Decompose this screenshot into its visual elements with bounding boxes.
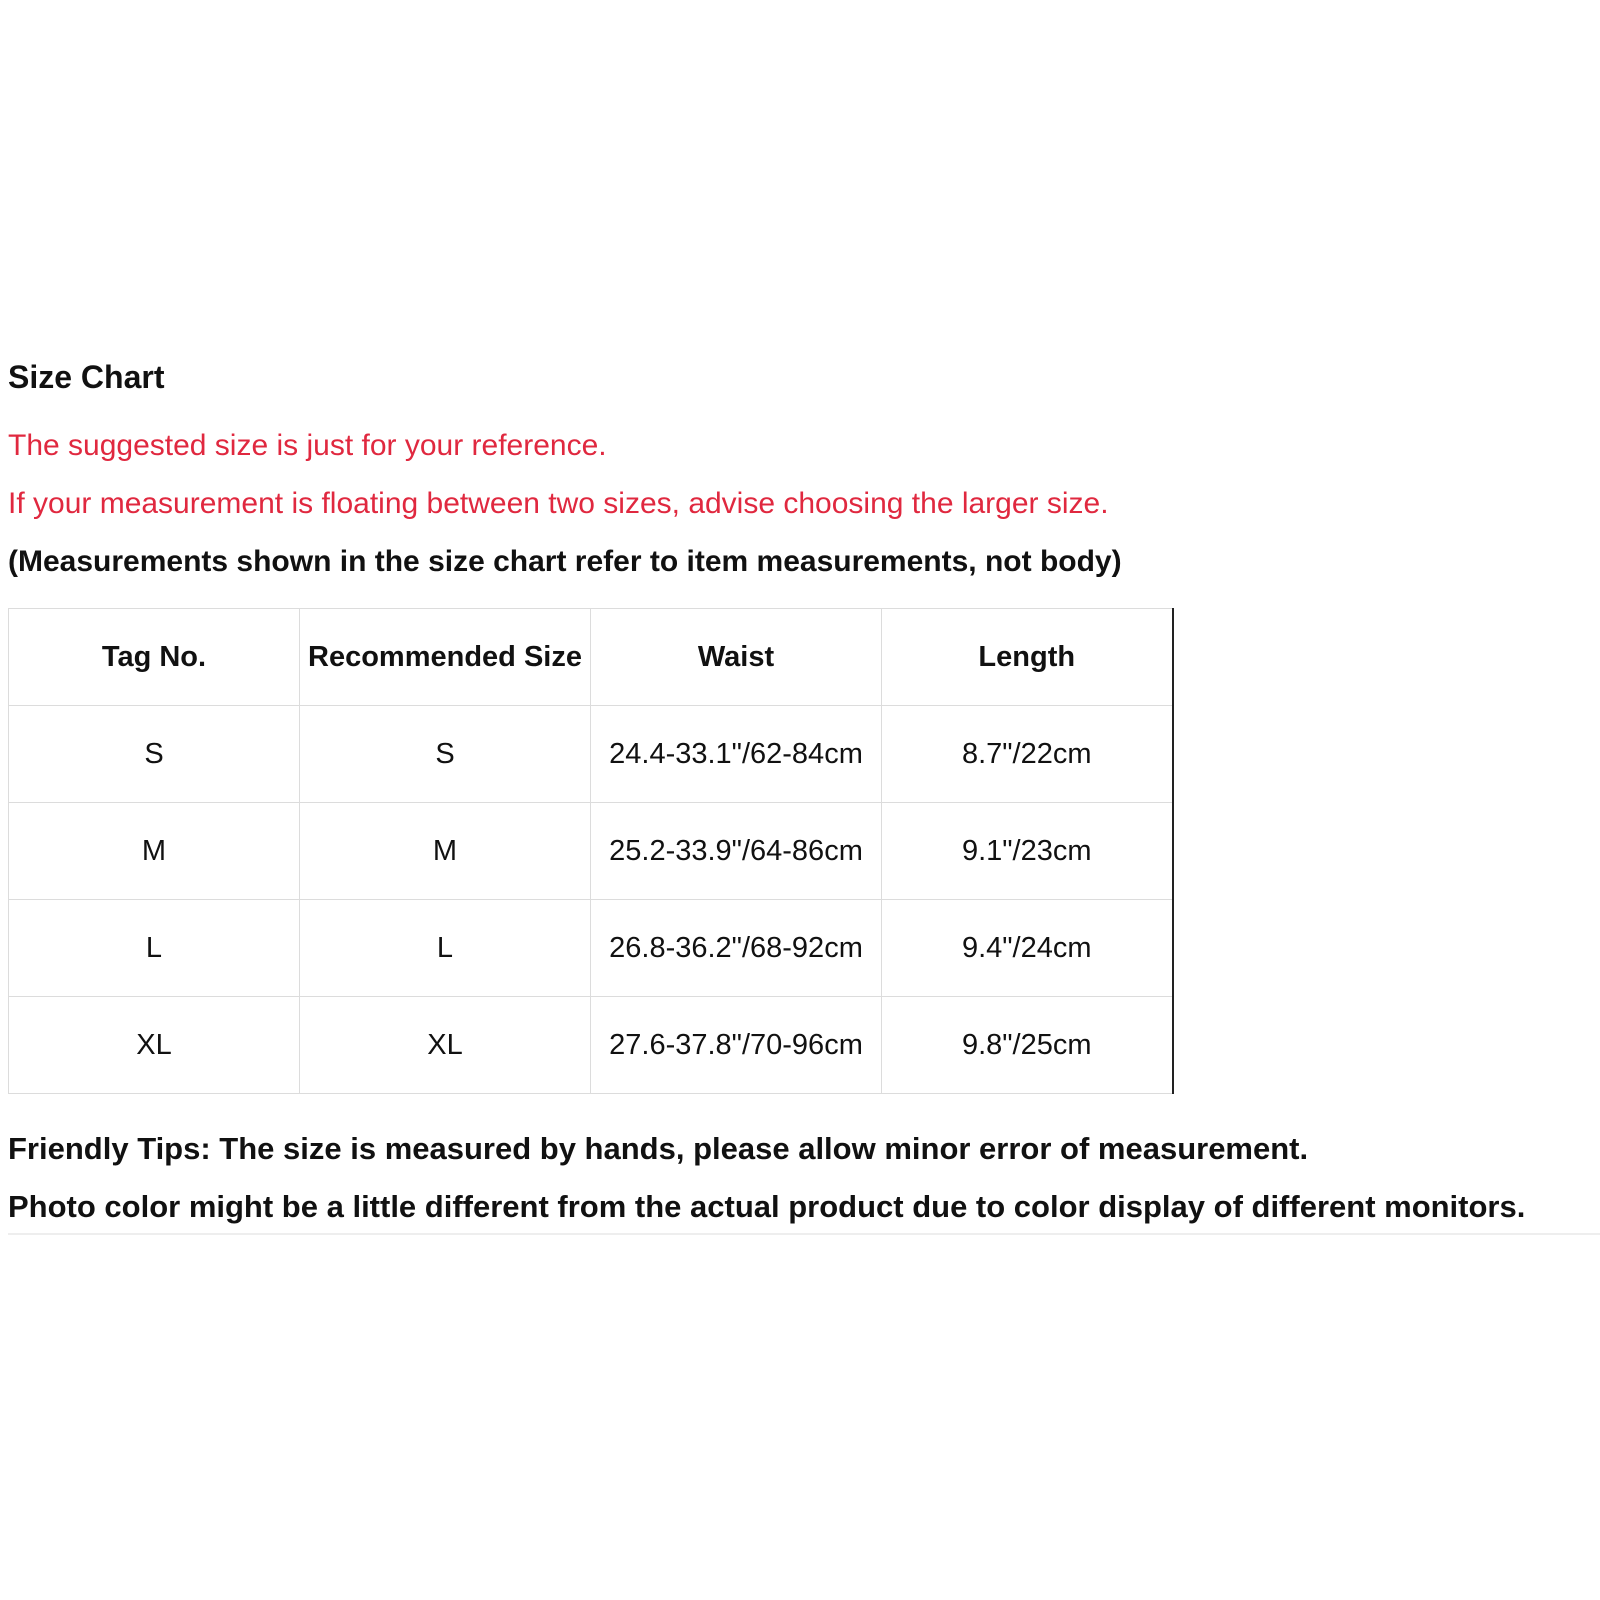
friendly-tips: Friendly Tips: The size is measured by hands, please allow minor error of measurement. [8, 1131, 1309, 1166]
page-title: Size Chart [8, 359, 165, 395]
color-disclaimer: Photo color might be a little different from the actual product due to color display of different monitors. [8, 1189, 1526, 1224]
cell-tag-no: XL [9, 997, 300, 1094]
cell-length: 9.4"/24cm [882, 900, 1173, 997]
size-table [8, 608, 1174, 1094]
header-tag-no: Tag No. [9, 609, 300, 706]
table-row [9, 997, 1173, 1094]
cell-length: 9.8"/25cm [882, 997, 1173, 1094]
cell-length: 9.1"/23cm [882, 803, 1173, 900]
cell-recommended-size: S [300, 706, 591, 803]
cell-tag-no: L [9, 900, 300, 997]
table-row [9, 900, 1173, 997]
header-waist: Waist [591, 609, 882, 706]
size-chart-sheet [8, 358, 1600, 1235]
cell-waist: 26.8-36.2"/68-92cm [591, 900, 882, 997]
cell-tag-no: S [9, 706, 300, 803]
cell-waist: 25.2-33.9"/64-86cm [591, 803, 882, 900]
cell-recommended-size: L [300, 900, 591, 997]
table-row [9, 803, 1173, 900]
table-row [9, 706, 1173, 803]
cell-waist: 24.4-33.1"/62-84cm [591, 706, 882, 803]
advice-note: If your measurement is floating between two sizes, advise choosing the larger size. [8, 487, 1109, 520]
cell-recommended-size: XL [300, 997, 591, 1094]
reference-note: The suggested size is just for your reference. [8, 429, 607, 462]
header-recommended-size: Recommended Size [300, 609, 591, 706]
cell-tag-no: M [9, 803, 300, 900]
cell-length: 8.7"/22cm [882, 706, 1173, 803]
cell-recommended-size: M [300, 803, 591, 900]
header-length: Length [882, 609, 1173, 706]
table-header-row [9, 609, 1173, 706]
measurement-note: (Measurements shown in the size chart refer to item measurements, not body) [8, 545, 1122, 578]
cell-waist: 27.6-37.8"/70-96cm [591, 997, 882, 1094]
